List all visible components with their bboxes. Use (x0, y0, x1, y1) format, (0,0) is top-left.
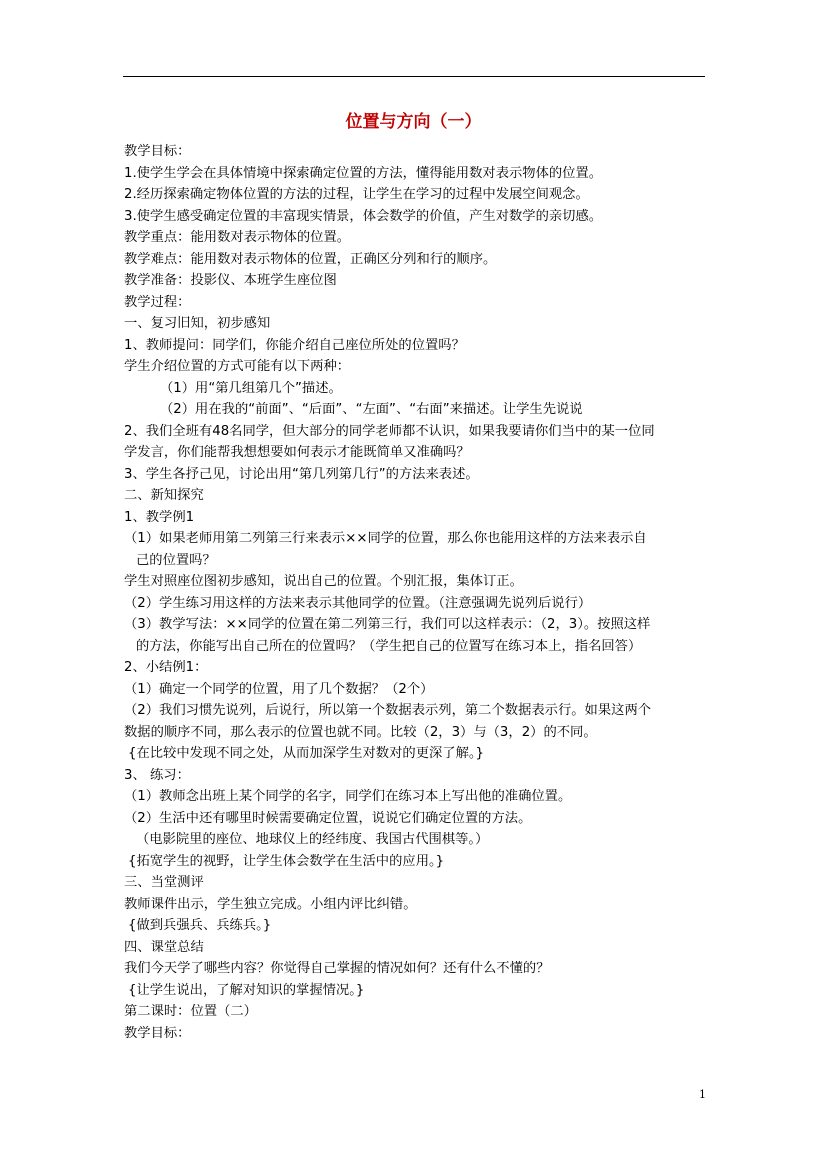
text-line: 3.使学生感受确定位置的丰富现实情景，体会数学的价值，产生对数学的亲切感。 (124, 208, 603, 224)
text-line: （电影院里的座位、地球仪上的经纬度、我国古代围棋等。） (136, 832, 489, 847)
text-line: 第二课时：位置（二） (124, 1004, 257, 1019)
section-heading: 四、课堂总结 (124, 939, 204, 955)
text-line: 1、教学例1 (124, 509, 195, 525)
annotation-line: {在比较中发现不同之处，从而加深学生对数对的更深了解。} (128, 746, 484, 761)
page-number: 1 (699, 1088, 706, 1101)
text-line: 2、小结例1： (124, 660, 208, 675)
text-line: 数据的顺序不同，那么表示的位置也就不同。比较（2，3）与（3，2）的不同。 (124, 724, 597, 740)
document-body (124, 141, 712, 1044)
text-line: （1）如果老师用第二列第三行来表示××同学的位置，那么你也能用这样的方法来表示自 (124, 531, 647, 546)
text-line: 2、我们全班有48名同学，但大部分的同学老师都不认识，如果我要请你们当中的某一位同 (124, 423, 655, 439)
text-line: 教学过程： (124, 294, 191, 310)
text-line: （3）教学写法：××同学的位置在第二列第三行，我们可以这样表示：（2，3）。按照这样 (124, 617, 651, 632)
section-heading: 三、当堂测评 (124, 875, 204, 890)
text-line: 教学目标： (124, 1025, 191, 1041)
annotation-line: {做到兵强兵、兵练兵。} (128, 918, 272, 933)
text-line: 3、 练习： (124, 767, 190, 783)
text-line: 教学难点：能用数对表示物体的位置，正确区分列和行的顺序。 (124, 251, 497, 267)
text-line: 己的位置吗？ (136, 552, 216, 568)
text-line: （2）学生练习用这样的方法来表示其他同学的位置。（注意强调先说列后说行） (124, 595, 592, 611)
text-line: 教师课件出示，学生独立完成。小组内评比纠错。 (124, 896, 417, 912)
text-line: 的方法，你能写出自己所在的位置吗？（学生把自己的位置写在练习本上，指名回答） (136, 638, 642, 654)
text-line: 1.使学生学会在具体情境中探索确定位置的方法，懂得能用数对表示物体的位置。 (124, 165, 603, 181)
text-line: 2.经历探索确定物体位置的方法的过程，让学生在学习的过程中发展空间观念。 (124, 187, 589, 202)
text-line: 教学目标： (124, 144, 191, 159)
text-line: 教学重点：能用数对表示物体的位置。 (124, 230, 351, 245)
text-line: （1）教师念出班上某个同学的名字，同学们在练习本上写出他的准确位置。 (124, 789, 572, 804)
section-heading: 二、新知探究 (124, 488, 204, 503)
text-line: （1）确定一个同学的位置，用了几个数据？（2个） (124, 681, 434, 697)
text-line: （2）用在我的“前面”、“后面”、“左面”、“右面”来描述。让学生先说说 (160, 402, 583, 417)
text-line: 学生介绍位置的方式可能有以下两种： (124, 359, 351, 374)
text-line: 学发言，你们能帮我想想要如何表示才能既简单又准确吗？ (124, 445, 470, 460)
text-line: 1、教师提问：同学们，你能介绍自己座位所处的位置吗？ (124, 337, 465, 353)
text-line: （2）生活中还有哪里时候需要确定位置，说说它们确定位置的方法。 (124, 810, 532, 826)
text-line: （1）用“第几组第几个”描述。 (160, 380, 342, 396)
text-line: 教学准备：投影仪、本班学生座位图 (124, 273, 337, 288)
text-line: 学生对照座位图初步感知，说出自己的位置。个别汇报，集体订正。 (124, 574, 523, 589)
section-heading: 一、复习旧知，初步感知 (124, 316, 271, 331)
text-line: 我们今天学了哪些内容？你觉得自己掌握的情况如何？还有什么不懂的？ (124, 961, 550, 976)
header-rule (123, 76, 705, 77)
annotation-line: {拓宽学生的视野，让学生体会数学在生活中的应用。} (128, 853, 445, 869)
annotation-line: {让学生说出，了解对知识的掌握情况。} (128, 982, 365, 998)
page-title: 位置与方向（一） (345, 112, 482, 132)
text-line: 3、学生各抒己见，讨论出用“第几列第几行”的方法来表述。 (124, 466, 479, 482)
text-line: （2）我们习惯先说列，后说行，所以第一个数据表示列，第二个数据表示行。如果这两个 (124, 703, 652, 718)
